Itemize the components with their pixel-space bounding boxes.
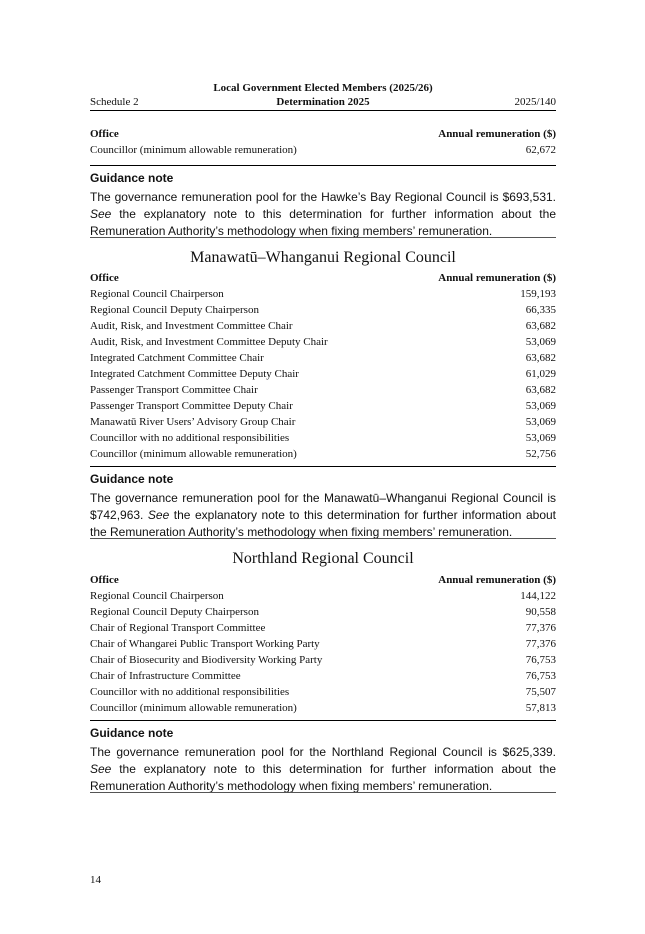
table-row: [90, 684, 556, 700]
table-header: [90, 572, 556, 588]
office-cell: Integrated Catchment Committee Deputy Chair: [90, 368, 299, 380]
remuneration-cell: 63,682: [525, 352, 556, 364]
table-row: [90, 700, 556, 716]
remuneration-cell: 53,069: [525, 336, 556, 348]
office-cell: Chair of Whangarei Public Transport Working Party: [90, 638, 320, 650]
guidance-note-text: The governance remuneration pool for the Northland Regional Council is $625,339. See the explanatory note to this determination for further information about the Remuneration Authority’s methodology when fixing members’ remuneration.: [90, 745, 556, 793]
section-title-manawatu: Manawatū–Whanganui Regional Council: [190, 249, 456, 266]
remuneration-cell: 53,069: [525, 416, 556, 428]
remuneration-cell: 66,335: [525, 304, 556, 316]
remuneration-cell: 144,122: [520, 590, 556, 602]
table-row: [90, 318, 556, 334]
column-header-office: Office: [90, 128, 119, 140]
guidance-note-title: Guidance note: [90, 472, 174, 486]
column-header-annual: Annual remuneration ($): [438, 128, 556, 140]
guidance-note-text: The governance remuneration pool for the Hawke’s Bay Regional Council is $693,531. See the explanatory note to this determination for further information about the Remuneration Authority’s methodology when fixing members’ remuneration.: [90, 190, 556, 238]
table-row: [90, 620, 556, 636]
office-cell: Councillor (minimum allowable remuneration): [90, 448, 297, 460]
table-row: [90, 652, 556, 668]
office-cell: Audit, Risk, and Investment Committee Deputy Chair: [90, 336, 328, 348]
office-cell: Councillor (minimum allowable remuneration): [90, 702, 297, 714]
table-row: [90, 142, 556, 158]
office-cell: Regional Council Chairperson: [90, 590, 224, 602]
remuneration-cell: 159,193: [520, 288, 556, 300]
table-bottom-rule: [90, 720, 556, 721]
column-header-office: Office: [90, 272, 119, 284]
office-cell: Councillor (minimum allowable remuneration): [90, 144, 297, 156]
remuneration-cell: 63,682: [525, 320, 556, 332]
office-cell: Chair of Biosecurity and Biodiversity Working Party: [90, 654, 323, 666]
running-header-title: Local Government Elected Members (2025/26): [213, 82, 433, 94]
office-cell: Regional Council Deputy Chairperson: [90, 606, 259, 618]
remuneration-cell: 76,753: [525, 654, 556, 666]
table-row: [90, 286, 556, 302]
table-row: [90, 430, 556, 446]
remuneration-cell: 62,672: [525, 144, 556, 156]
table-bottom-rule: [90, 165, 556, 166]
office-cell: Integrated Catchment Committee Chair: [90, 352, 264, 364]
hawkes-bay-table: [90, 126, 556, 158]
remuneration-cell: 53,069: [525, 400, 556, 412]
office-cell: Manawatū River Users’ Advisory Group Chair: [90, 416, 296, 428]
guidance-rule: [90, 237, 556, 238]
document-number: 2025/140: [514, 96, 556, 108]
determination-label: Determination 2025: [276, 96, 370, 108]
table-row: [90, 366, 556, 382]
table-header: [90, 126, 556, 142]
table-row: [90, 668, 556, 684]
guidance-note-text: The governance remuneration pool for the Manawatū–Whanganui Regional Council is $742,963. See the explanatory note to this determination for further information about the Remuneration Authority’s methodology when fixing members’ remuneration.: [90, 491, 556, 539]
table-bottom-rule: [90, 466, 556, 467]
remuneration-cell: 53,069: [525, 432, 556, 444]
remuneration-cell: 77,376: [525, 638, 556, 650]
table-row: [90, 398, 556, 414]
remuneration-cell: 61,029: [525, 368, 556, 380]
remuneration-cell: 76,753: [525, 670, 556, 682]
schedule-label: Schedule 2: [90, 96, 139, 108]
header-rule: [90, 110, 556, 111]
office-cell: Chair of Infrastructure Committee: [90, 670, 241, 682]
remuneration-cell: 77,376: [525, 622, 556, 634]
office-cell: Councillor with no additional responsibilities: [90, 432, 290, 444]
guidance-rule: [90, 792, 556, 793]
office-cell: Chair of Regional Transport Committee: [90, 622, 266, 634]
column-header-annual: Annual remuneration ($): [438, 272, 556, 284]
office-cell: Regional Council Deputy Chairperson: [90, 304, 259, 316]
table-row: [90, 382, 556, 398]
table-row: [90, 604, 556, 620]
remuneration-cell: 63,682: [525, 384, 556, 396]
section-title-northland: Northland Regional Council: [232, 550, 414, 567]
remuneration-cell: 90,558: [525, 606, 556, 618]
northland-table: [90, 572, 556, 716]
office-cell: Passenger Transport Committee Deputy Chair: [90, 400, 293, 412]
guidance-note-title: Guidance note: [90, 726, 174, 740]
column-header-office: Office: [90, 574, 119, 586]
remuneration-cell: 52,756: [525, 448, 556, 460]
guidance-note-title: Guidance note: [90, 171, 174, 185]
remuneration-cell: 75,507: [525, 686, 556, 698]
manawatu-table: [90, 270, 556, 462]
office-cell: Passenger Transport Committee Chair: [90, 384, 258, 396]
table-row: [90, 350, 556, 366]
office-cell: Regional Council Chairperson: [90, 288, 224, 300]
table-row: [90, 334, 556, 350]
office-cell: Councillor with no additional responsibilities: [90, 686, 290, 698]
table-row: [90, 302, 556, 318]
column-header-annual: Annual remuneration ($): [438, 574, 556, 586]
table-header: [90, 270, 556, 286]
table-row: [90, 588, 556, 604]
office-cell: Audit, Risk, and Investment Committee Chair: [90, 320, 293, 332]
page-number: 14: [90, 874, 101, 886]
guidance-rule: [90, 538, 556, 539]
table-row: [90, 414, 556, 430]
table-row: [90, 636, 556, 652]
table-row: [90, 446, 556, 462]
remuneration-cell: 57,813: [525, 702, 556, 714]
